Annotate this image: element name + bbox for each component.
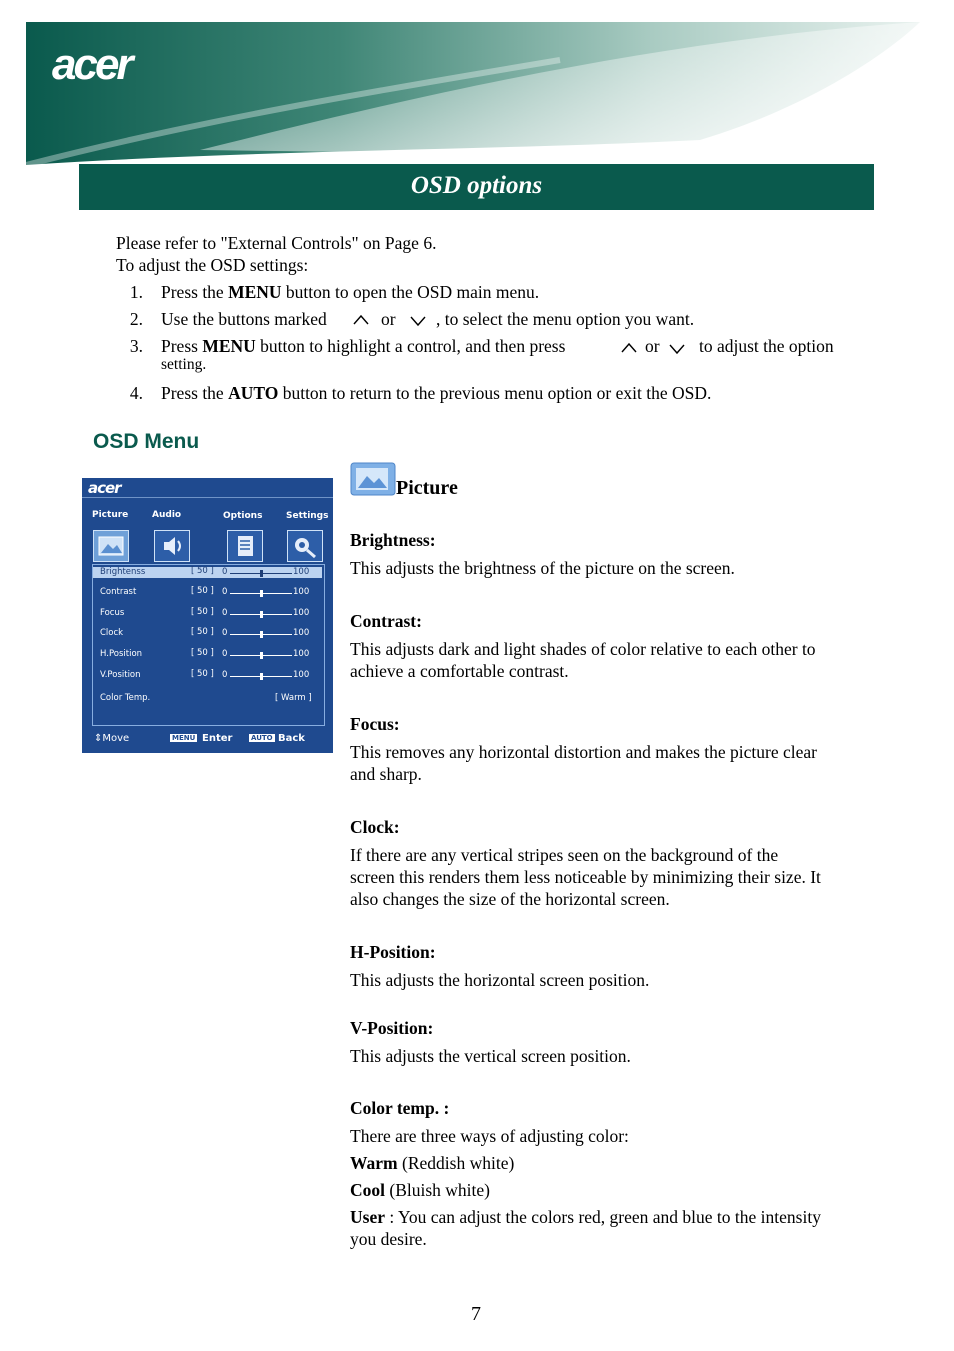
osd-slider-max: 100 [293,587,310,597]
step-2-text: Use the buttons marked [161,309,327,329]
osd-slider-max: 100 [293,628,310,638]
picture-icon [93,530,129,562]
step-number: 1. [129,282,143,302]
section-text: This removes any horizontal distortion and makes the picture clear [350,742,818,762]
section-label: Color temp. : [350,1098,450,1118]
audio-icon [154,530,190,562]
osd-row-label: Focus [100,608,125,618]
settings-icon [287,530,323,562]
osd-row-value: [ 50 ] [191,607,214,617]
osd-tab-options: Options [223,511,263,521]
step-2-text-end: , to select the menu option you want. [436,309,695,329]
step-3-text: Press MENU button to highlight a control, and then press [161,336,566,356]
osd-enter-hint: Enter [202,733,233,744]
osd-row-label: V.Position [100,670,141,680]
osd-move-hint: ⇕Move [94,733,130,744]
osd-slider-max: 100 [293,649,310,659]
section-label: Brightness: [350,530,436,550]
osd-row-label: Brightenss [100,567,146,577]
osd-menu-screenshot [82,478,333,753]
section-text: If there are any vertical stripes seen on the background of the [350,845,779,865]
header-banner [0,0,954,170]
osd-tab-settings: Settings [286,511,329,521]
osd-auto-key: AUTO [251,734,273,742]
osd-slider-min: 0 [222,649,228,659]
intro-line-1: Please refer to "External Controls" on Page 6. [116,233,437,253]
step-number: 4. [129,383,143,403]
step-number: 2. [129,309,143,329]
step-number: 3. [129,336,143,356]
osd-color-temp-label: Color Temp. [100,693,151,703]
osd-menu-key: MENU [172,734,196,742]
osd-row-value: [ 50 ] [191,586,214,596]
up-arrow-icon [620,341,638,353]
down-arrow-icon [409,315,427,327]
osd-slider-min: 0 [222,587,228,597]
osd-menu-heading: OSD Menu [93,430,200,453]
osd-row-label: H.Position [100,649,143,659]
osd-row-label: Contrast [100,587,137,597]
or-word: or [381,309,396,329]
step-4-text: Press the AUTO button to return to the previous menu option or exit the OSD. [161,383,712,403]
osd-logo: acer [88,479,121,497]
up-arrow-icon [352,313,370,325]
osd-row-value: [ 50 ] [191,566,214,576]
color-option-cool: Cool (Bluish white) [350,1180,490,1200]
page-number: 7 [471,1303,481,1325]
osd-slider-min: 0 [222,628,228,638]
osd-slider-min: 0 [222,670,228,680]
osd-tab-audio: Audio [152,510,182,520]
step-3-text-end: to adjust the option [699,336,834,356]
osd-tab-picture: Picture [92,510,129,520]
osd-row-label: Clock [100,628,124,638]
osd-slider-max: 100 [293,567,310,577]
osd-slider-knob [260,631,263,638]
osd-back-hint: Back [278,733,305,744]
picture-heading: Picture [396,477,458,499]
osd-slider-knob [260,590,263,597]
section-text: This adjusts the brightness of the picture on the screen. [350,558,735,578]
color-option-warm: Warm (Reddish white) [350,1153,515,1173]
section-label: Focus: [350,714,400,734]
page-title-bar [79,164,874,210]
osd-slider-knob [260,673,263,680]
section-label: V-Position: [350,1018,434,1038]
step-1-text: Press the MENU button to open the OSD main menu. [161,282,540,302]
osd-slider-min: 0 [222,567,228,577]
osd-slider-knob [260,611,263,618]
options-icon [227,530,263,562]
section-text: This adjusts dark and light shades of color relative to each other to [350,639,816,659]
section-label: H-Position: [350,942,436,962]
down-arrow-icon [668,343,686,355]
osd-slider-max: 100 [293,670,310,680]
section-label: Contrast: [350,611,422,631]
osd-row-value: [ 50 ] [191,627,214,637]
osd-slider-knob [260,570,263,577]
osd-slider-knob [260,652,263,659]
section-text: There are three ways of adjusting color: [350,1126,629,1146]
picture-icon [350,461,396,497]
section-text: and sharp. [350,764,422,784]
osd-slider-min: 0 [222,608,228,618]
osd-row-value: [ 50 ] [191,669,214,679]
section-label: Clock: [350,817,400,837]
osd-slider-max: 100 [293,608,310,618]
osd-color-temp-value: [ Warm ] [275,693,312,703]
section-text: This adjusts the vertical screen position. [350,1046,631,1066]
section-text: screen this renders them less noticeable by minimizing their size. It [350,867,821,887]
color-option-user-wrap: you desire. [350,1229,427,1249]
osd-row-value: [ 50 ] [191,648,214,658]
section-text: This adjusts the horizontal screen position. [350,970,650,990]
color-option-user: User : You can adjust the colors red, green and blue to the intensity [350,1207,821,1227]
page-title: OSD options [410,172,543,199]
section-text: also changes the size of the horizontal screen. [350,889,670,909]
intro-line-2: To adjust the OSD settings: [116,255,309,275]
or-word: or [645,336,660,356]
step-3-text-wrap: setting. [161,356,207,373]
acer-logo: acer [52,40,131,89]
section-text: achieve a comfortable contrast. [350,661,569,681]
